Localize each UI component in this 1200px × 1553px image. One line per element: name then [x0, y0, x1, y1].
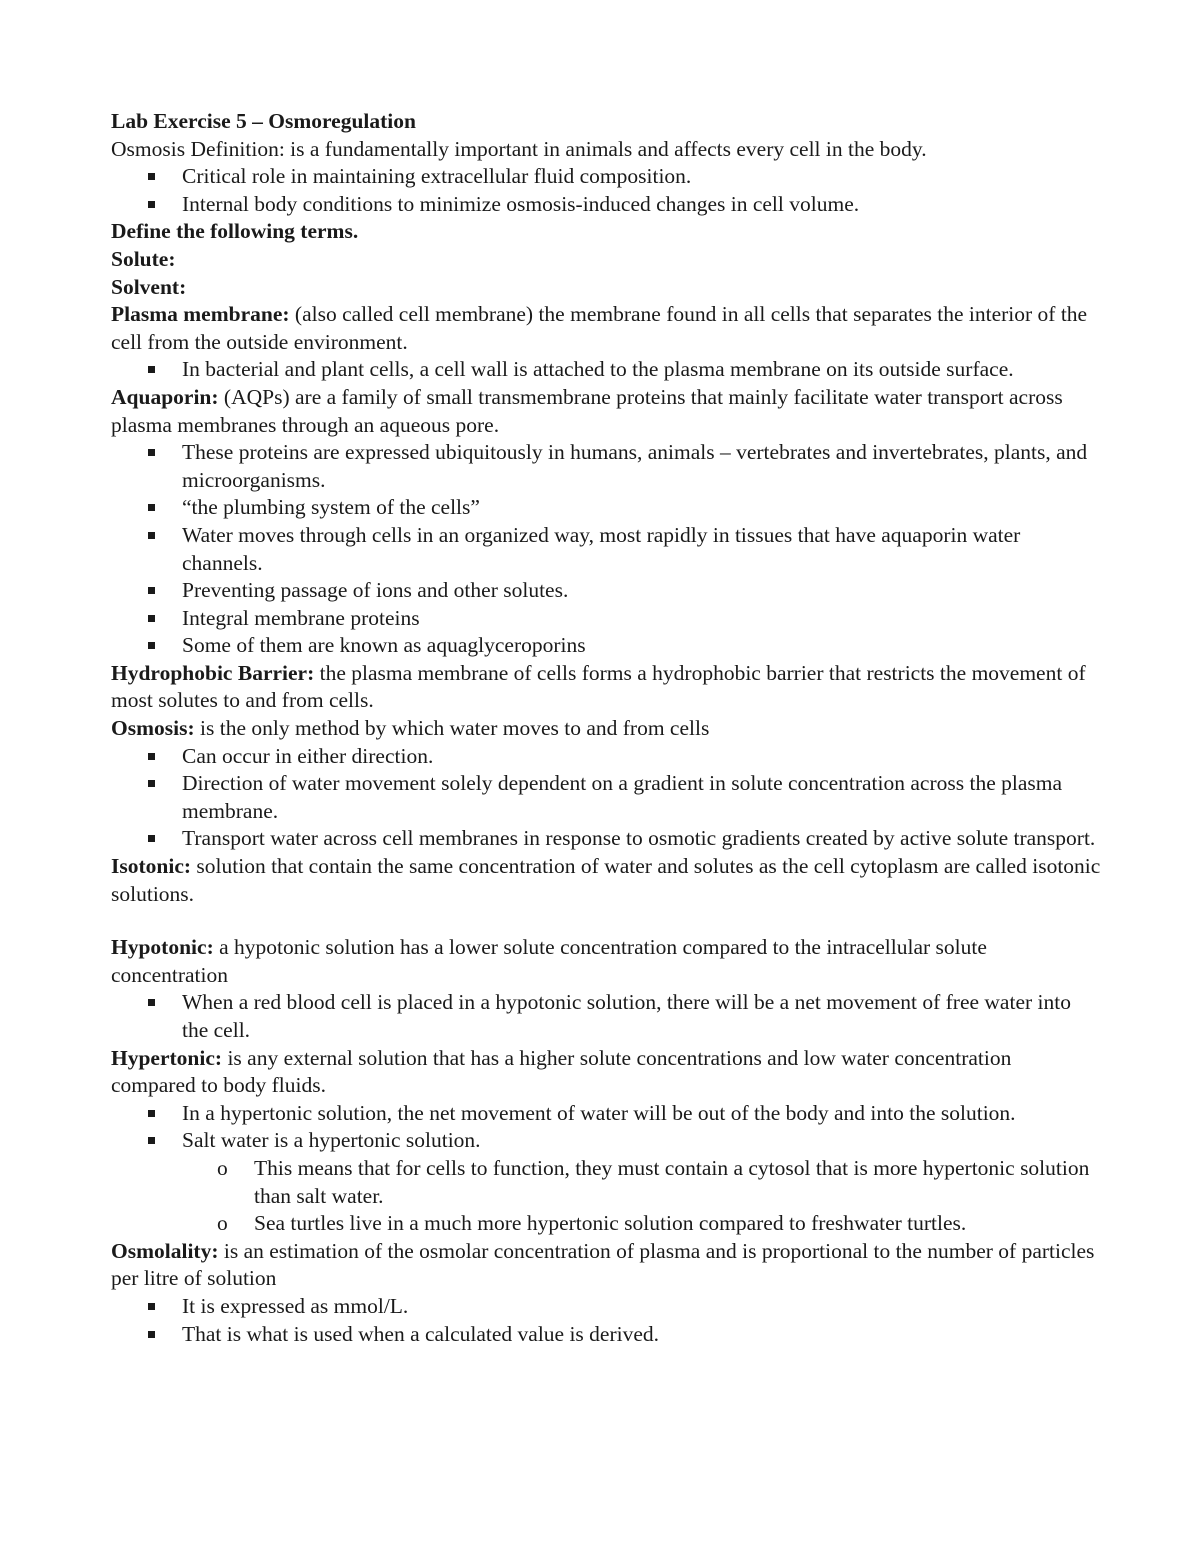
- solute-label: Solute:: [111, 246, 176, 271]
- osmosis-entry: [111, 715, 1101, 743]
- list-item: That is what is used when a calculated value is derived.: [182, 1321, 1101, 1349]
- hypotonic-list: [111, 989, 1101, 1044]
- list-item: It is expressed as mmol/L.: [182, 1293, 1101, 1321]
- list-item: “the plumbing system of the cells”: [182, 494, 1101, 522]
- list-item: Preventing passage of ions and other solutes.: [182, 577, 1101, 605]
- isotonic-entry: [111, 853, 1101, 908]
- term-definition: is any external solution that has a higher solute concentrations and low water concentration compared to body fluids.: [111, 1045, 1012, 1098]
- term-label: Isotonic:: [111, 854, 192, 879]
- list-item-text: Salt water is a hypertonic solution.: [182, 1128, 481, 1153]
- term-definition: is an estimation of the osmolar concentration of plasma and is proportional to the number of particles per litre of solution: [111, 1238, 1095, 1291]
- sub-list-item: o This means that for cells to function, they must contain a cytosol that is more hypertonic solution than salt water.: [254, 1155, 1101, 1210]
- list-item: Internal body conditions to minimize osmosis-induced changes in cell volume.: [182, 191, 1101, 219]
- osmolality-list: [111, 1293, 1101, 1348]
- list-item: [182, 1127, 1101, 1237]
- term-definition: a hypotonic solution has a lower solute concentration compared to the intracellular solute concentration: [111, 935, 987, 987]
- osmosis-definition-list: [111, 163, 1101, 218]
- term-definition: solution that contain the same concentration of water and solutes as the cell cytoplasm are called isotonic solutions.: [111, 854, 1101, 906]
- term-label: Aquaporin:: [111, 384, 219, 409]
- plasma-membrane-entry: [111, 301, 1101, 356]
- osmosis-list: [111, 743, 1101, 853]
- define-heading: Define the following terms.: [111, 219, 359, 244]
- list-item: Can occur in either direction.: [182, 743, 1101, 771]
- list-item: Transport water across cell membranes in response to osmotic gradients created by active solute transport.: [182, 825, 1101, 853]
- hypertonic-sub-list: [182, 1155, 1101, 1238]
- document-page: [111, 108, 1101, 1348]
- list-item: Water moves through cells in an organized way, most rapidly in tissues that have aquaporin water channels.: [182, 522, 1101, 577]
- list-item: Direction of water movement solely dependent on a gradient in solute concentration across the plasma membrane.: [182, 770, 1101, 825]
- hydrophobic-barrier-entry: [111, 660, 1101, 715]
- list-item: These proteins are expressed ubiquitously in humans, animals – vertebrates and invertebrates, plants, and microorganisms.: [182, 439, 1101, 494]
- hypotonic-entry: [111, 934, 1101, 989]
- list-item: In a hypertonic solution, the net movement of water will be out of the body and into the solution.: [182, 1100, 1101, 1128]
- osmolality-entry: [111, 1238, 1101, 1293]
- list-item: In bacterial and plant cells, a cell wall is attached to the plasma membrane on its outside surface.: [182, 356, 1101, 384]
- term-label: Osmosis:: [111, 716, 195, 741]
- list-item: Some of them are known as aquaglyceroporins: [182, 632, 1101, 660]
- term-label: Plasma membrane:: [111, 302, 290, 327]
- hypertonic-entry: [111, 1045, 1101, 1100]
- plasma-membrane-list: [111, 356, 1101, 384]
- term-label: Hypotonic:: [111, 935, 214, 960]
- sub-list-item: o Sea turtles live in a much more hypertonic solution compared to freshwater turtles.: [254, 1210, 1101, 1238]
- osmosis-definition: Osmosis Definition: is a fundamentally important in animals and affects every cell in the body.: [111, 136, 927, 161]
- list-item: When a red blood cell is placed in a hypotonic solution, there will be a net movement of free water into the cell.: [182, 989, 1101, 1044]
- term-definition: (AQPs) are a family of small transmembrane proteins that mainly facilitate water transport across plasma membranes through an aqueous pore.: [111, 384, 1063, 437]
- term-definition: the plasma membrane of cells forms a hydrophobic barrier that restricts the movement of most solutes to and from cells.: [111, 660, 1086, 713]
- term-label: Osmolality:: [111, 1238, 219, 1263]
- term-label: Hypertonic:: [111, 1045, 223, 1070]
- list-item: Integral membrane proteins: [182, 605, 1101, 633]
- aquaporin-entry: [111, 384, 1101, 439]
- solvent-label: Solvent:: [111, 274, 187, 299]
- page-title: Lab Exercise 5 – Osmoregulation: [111, 109, 416, 133]
- term-definition: is the only method by which water moves to and from cells: [194, 716, 710, 741]
- hypertonic-list: [111, 1100, 1101, 1238]
- aquaporin-list: [111, 439, 1101, 660]
- blank-line: [111, 908, 1101, 934]
- term-label: Hydrophobic Barrier:: [111, 660, 315, 685]
- list-item: Critical role in maintaining extracellular fluid composition.: [182, 163, 1101, 191]
- term-definition: (also called cell membrane) the membrane found in all cells that separates the interior of the cell from the outside environment.: [111, 302, 1088, 354]
